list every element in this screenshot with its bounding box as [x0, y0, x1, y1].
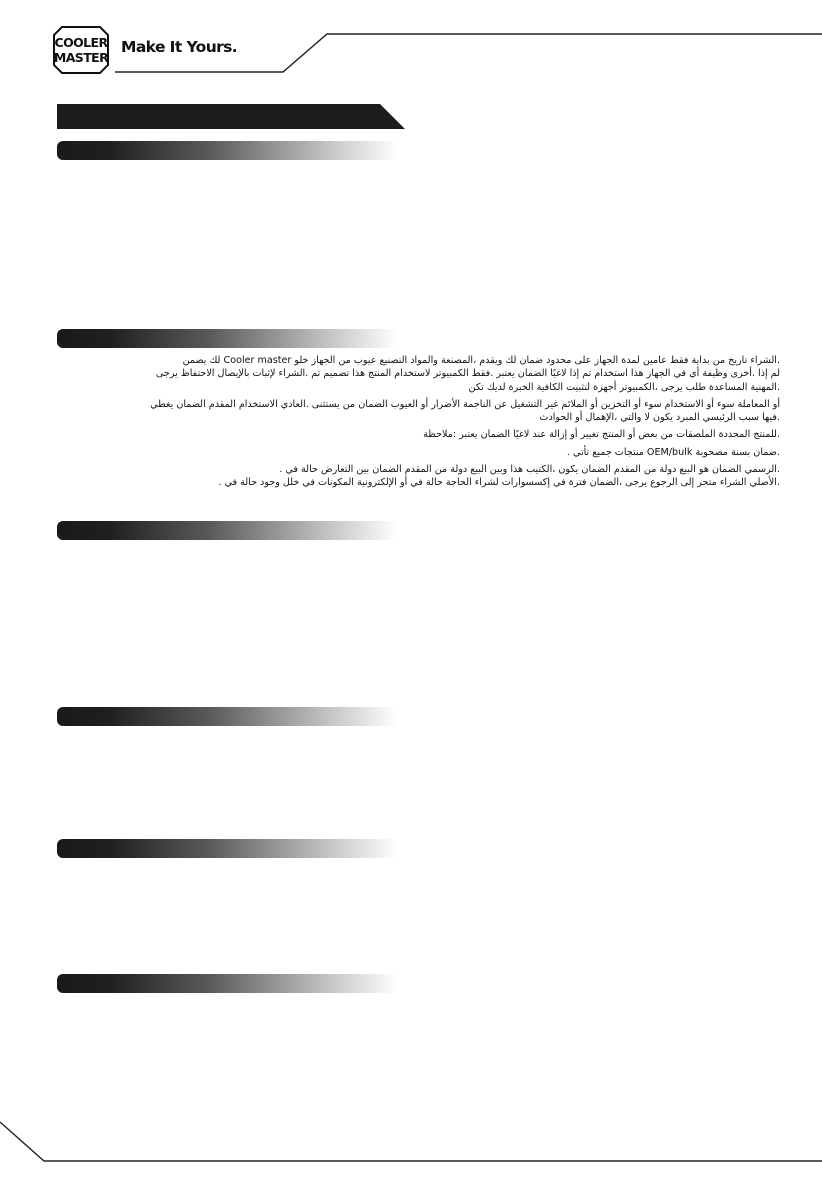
section-bar-4: [57, 707, 397, 726]
title-bar: [57, 104, 405, 129]
warranty-note: .للمنتج المحددة الملصقات من بعض أو المنتج تغيير أو إزالة عند لاغيًا الضمان يعتبر :ملاحظة: [423, 429, 780, 441]
cooler-master-logo: [53, 26, 109, 74]
section-bar-1: [57, 141, 397, 160]
section-bar-2: [57, 329, 397, 348]
warranty-line: .المهنية المساعدة طلب يرجى ،الكمبيوتر أجهزة لتثبيت الكافية الخبرة لديك تكن: [468, 381, 780, 393]
warranty-line: .الشراء تاريخ من بداية فقط عامين لمدة الجهاز على محدود ضمان لك ويقدم ،المصنعة والمواد التصنيع عيوب من الجهاز خلو Cooler master لك يضمن: [182, 355, 780, 366]
warranty-line: .ضمان بسنة مصحوبة OEM/bulk منتجات جميع تأتي .: [566, 446, 780, 458]
section-bar-3: [57, 521, 397, 540]
warranty-line: .فيها سبب الرئيسي المبرد يكون لا والتي ،الإهمال أو الحوادث: [539, 412, 780, 424]
logo-line2: MASTER: [53, 50, 109, 65]
warranty-line: .الرسمي الضمان هو البيع دولة من المقدم الضمان يكون ،الكتيب هذا وبين البيع دولة من المقدم الضمان بين التعارض حالة في .: [279, 464, 780, 476]
warranty-line: أو المعاملة سوء أو الاستخدام سوء أو التخزين أو الملائم غير التشغيل عن الناجمة الأضرار أو العيوب الضمان من يستثنى .العادي الاستخدام المقدم الضمان يغطي: [150, 398, 780, 410]
section-bar-6: [57, 974, 397, 993]
brand-tagline: Make It Yours.: [121, 38, 238, 56]
section-bar-5: [57, 839, 397, 858]
warranty-text: [70, 354, 780, 490]
warranty-line: .الأصلي الشراء متجر إلى الرجوع يرجى ،الضمان فترة في إكسسوارات لشراء الحاجة حالة في أو الإلكترونية المكونات في خلل وجود حالة في .: [218, 477, 780, 489]
logo-line1: COOLER: [54, 35, 108, 50]
warranty-line: لم إذا .أخرى وظيفة أي في الجهاز هذا استخدام تم إذا لاغيًا الضمان يعتبر .فقط الكمبيوتر لاستخدام المنتج هذا تصميم تم .الشراء لإثبات بالإيصال الاحتفاظ يرجى: [155, 368, 780, 380]
footer-line: [0, 1122, 822, 1161]
